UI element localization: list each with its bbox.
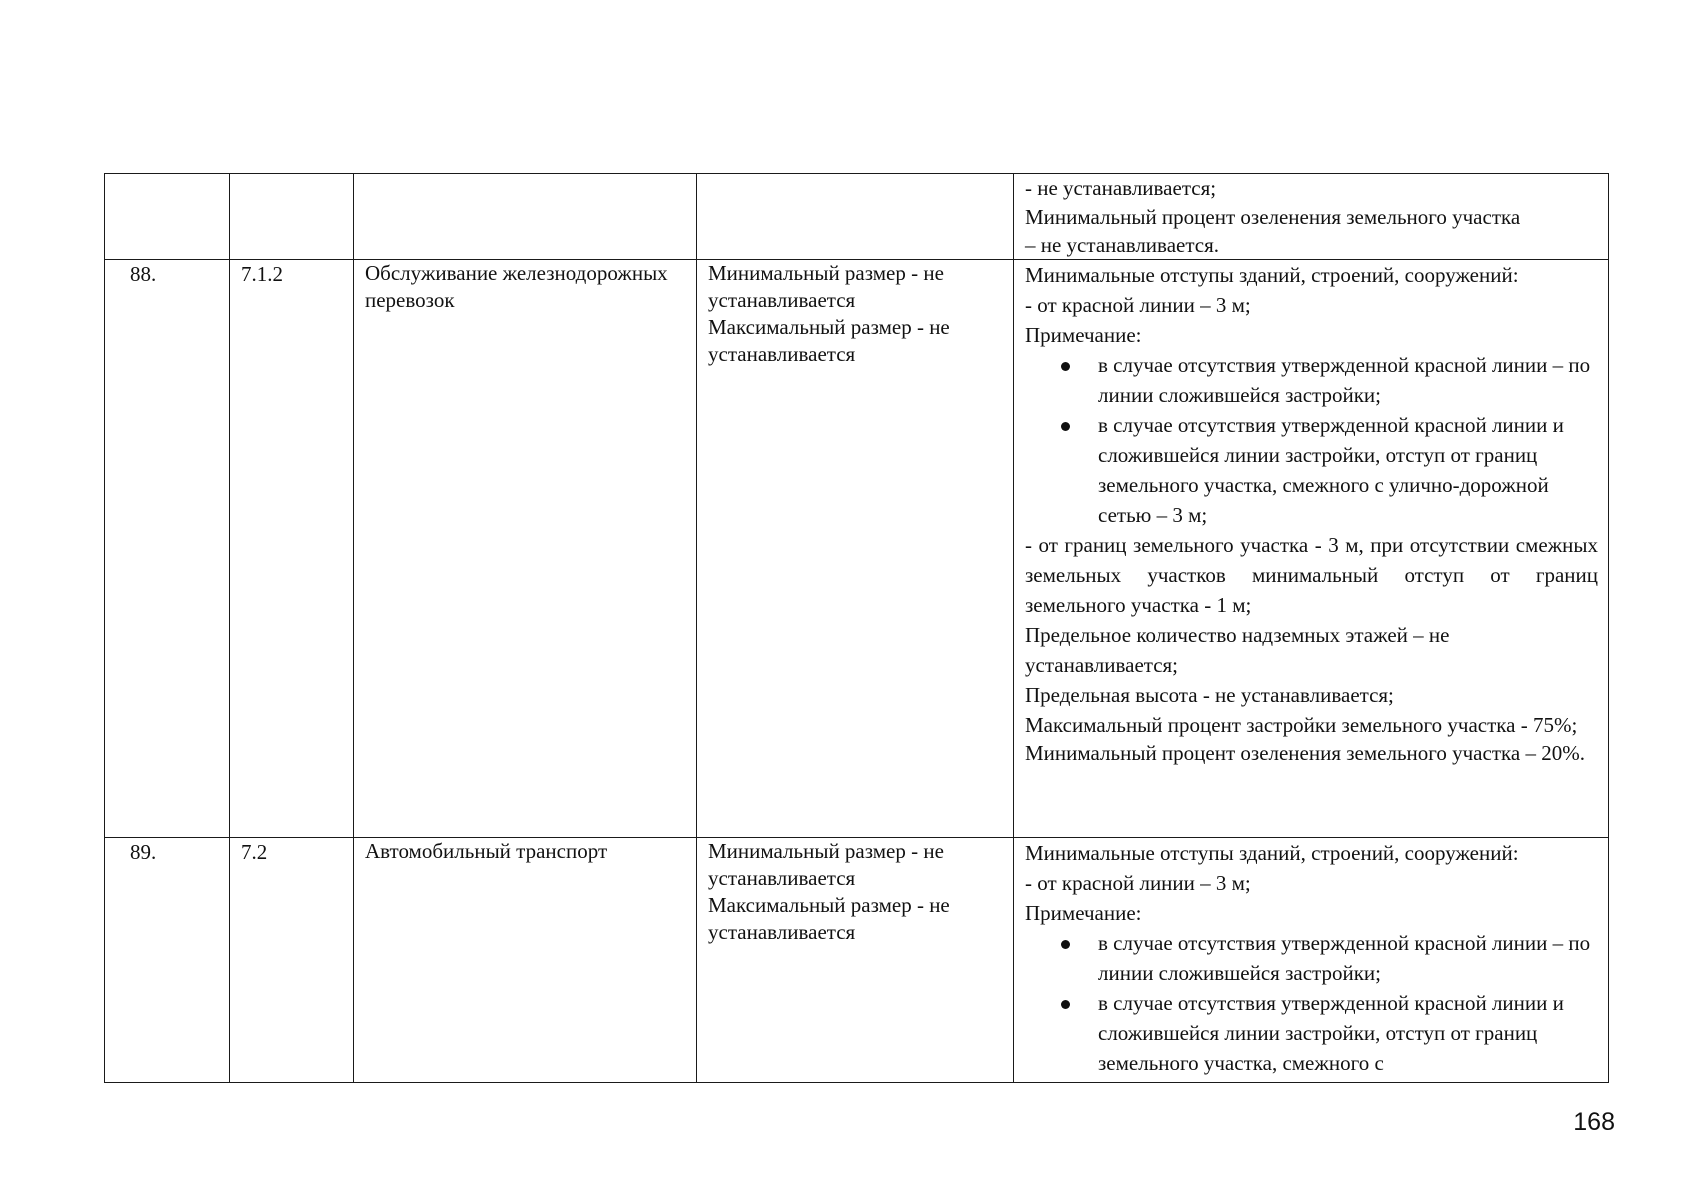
cell-plot-size <box>697 838 1014 1083</box>
min-greenery: Минимальный процент озеленения земельного участка – 20%. <box>1025 741 1585 765</box>
cell-plot-size <box>697 260 1014 838</box>
red-line-setback: - от красной линии – 3 м; <box>1025 293 1251 317</box>
bullet-icon <box>1061 940 1070 949</box>
plot-boundaries-setback: - от границ земельного участка - 3 м, при отсутствии смежных земельных участков минимальный отступ от границ земельного участка - 1 м; <box>1025 533 1598 617</box>
notes-list <box>1025 350 1598 530</box>
note-text: в случае отсутствия утвержденной красной линии – по линии сложившейся застройки; <box>1098 931 1591 985</box>
land-use-regulations-table <box>104 173 1609 1083</box>
cell-name: Обслуживание железнодорожных перевозок <box>354 260 697 838</box>
cell-requirements <box>1014 174 1609 260</box>
cell-name: Автомобильный транспорт <box>354 838 697 1083</box>
setbacks-title: Минимальные отступы зданий, строений, сооружений: <box>1025 263 1519 287</box>
cell-number <box>105 174 230 260</box>
red-line-setback: - от красной линии – 3 м; <box>1025 871 1251 895</box>
bullet-icon <box>1061 422 1070 431</box>
list-item <box>1025 350 1598 410</box>
bullet-icon <box>1061 362 1070 371</box>
table-row <box>105 838 1609 1083</box>
floors-limit: Предельное количество надземных этажей – не устанавливается; <box>1025 623 1450 677</box>
setbacks-title: Минимальные отступы зданий, строений, сооружений: <box>1025 841 1519 865</box>
requirement-line: Минимальный процент озеленения земельного участка <box>1025 205 1521 229</box>
note-label: Примечание: <box>1025 323 1142 347</box>
note-text: в случае отсутствия утвержденной красной линии и сложившейся линии застройки, отступ от границ земельного участка, смежного с улично-дорожной сетью – 3 м; <box>1098 413 1564 527</box>
page-number: 168 <box>1573 1108 1615 1136</box>
note-text: в случае отсутствия утвержденной красной линии – по линии сложившейся застройки; <box>1098 353 1591 407</box>
bullet-icon <box>1061 1000 1070 1009</box>
note-text: в случае отсутствия утвержденной красной линии и сложившейся линии застройки, отступ от границ земельного участка, смежного с <box>1098 991 1564 1075</box>
requirement-line: – не устанавливается. <box>1025 233 1219 257</box>
cell-name <box>354 174 697 260</box>
cell-number: 89. <box>105 838 230 1083</box>
cell-code: 7.2 <box>230 838 354 1083</box>
table-row <box>105 260 1609 838</box>
max-coverage: Максимальный процент застройки земельного участка - 75%; <box>1025 713 1578 737</box>
min-size: Минимальный размер - не устанавливается <box>708 261 944 312</box>
min-size: Минимальный размер - не устанавливается <box>708 839 944 890</box>
list-item <box>1025 988 1598 1078</box>
list-item <box>1025 928 1598 988</box>
table-row-continuation <box>105 174 1609 260</box>
list-item <box>1025 410 1598 530</box>
notes-list <box>1025 928 1598 1078</box>
cell-requirements <box>1014 838 1609 1083</box>
height-limit: Предельная высота - не устанавливается; <box>1025 683 1394 707</box>
cell-code: 7.1.2 <box>230 260 354 838</box>
cell-code <box>230 174 354 260</box>
max-size: Максимальный размер - не устанавливается <box>708 315 950 366</box>
requirement-line: - не устанавливается; <box>1025 176 1217 200</box>
cell-number: 88. <box>105 260 230 838</box>
cell-plot-size <box>697 174 1014 260</box>
cell-requirements <box>1014 260 1609 838</box>
max-size: Максимальный размер - не устанавливается <box>708 893 950 944</box>
note-label: Примечание: <box>1025 901 1142 925</box>
